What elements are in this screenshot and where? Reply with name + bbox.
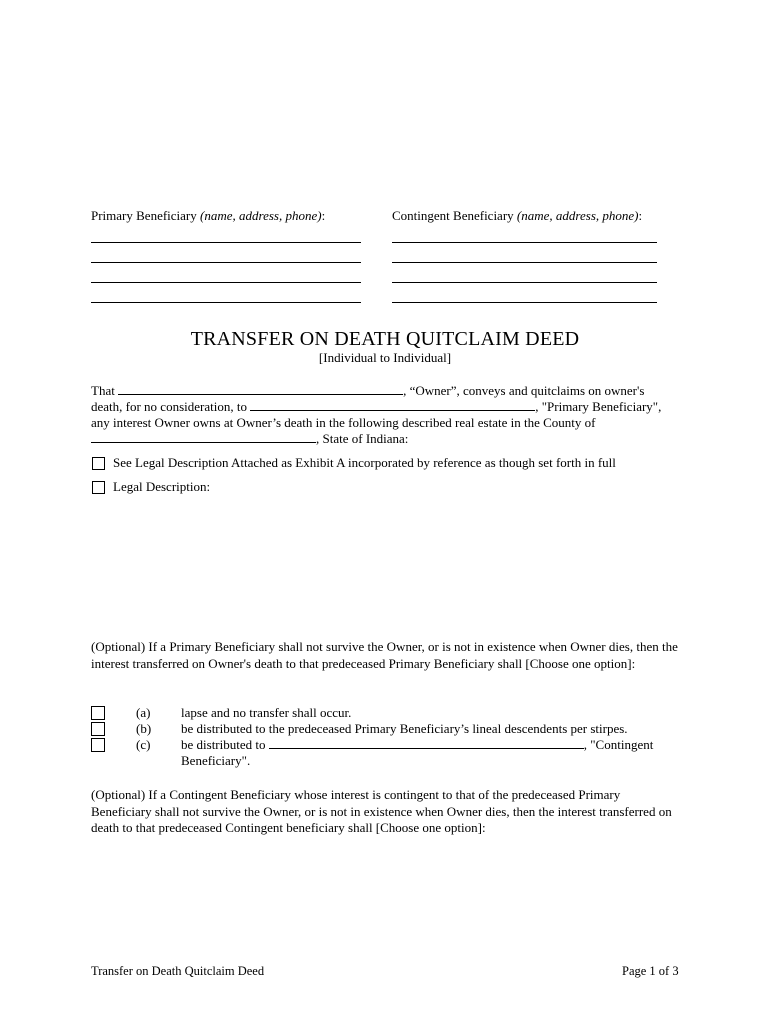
grant-primary-beneficiary: , "Primary Beneficiary", (535, 399, 662, 414)
contingent-beneficiary-line-3[interactable] (392, 282, 657, 283)
contingent-beneficiary-line-1[interactable] (392, 242, 657, 243)
grant-line-1 (91, 383, 644, 399)
contingent-beneficiary-text: Contingent Beneficiary (392, 208, 517, 223)
county-blank[interactable] (91, 431, 316, 443)
footer-title: Transfer on Death Quitclaim Deed (91, 964, 265, 978)
option-c-text-b: , "Contingent (583, 737, 654, 752)
document-title-wrap (0, 328, 770, 350)
option-b-text: be distributed to the predeceased Primary Beneficiary’s lineal descendents per stirpes. (181, 721, 628, 736)
primary-beneficiary-blank[interactable] (250, 399, 535, 411)
grant-state: , State of Indiana: (316, 431, 409, 446)
footer-page-number: Page 1 of 3 (622, 964, 679, 978)
grant-that: That (91, 383, 119, 398)
contingent-optional-text: (Optional) If a Contingent Beneficiary whose interest is contingent to that of the predeceased Primary Beneficiary shall not survive the Owner, or is not in existence when Owner dies, then the interest transferred on death to that predeceased Contingent beneficiary shall [Choose one option]: (91, 787, 672, 835)
document-title: TRANSFER ON DEATH QUITCLAIM DEED (190, 328, 580, 350)
option-a-checkbox[interactable] (91, 706, 105, 720)
grant-line-4 (91, 431, 408, 447)
exhibit-a-label: See Legal Description Attached as Exhibit A incorporated by reference as though set forth in full (113, 455, 616, 470)
primary-beneficiary-label (91, 208, 325, 224)
contingent-beneficiary-label (392, 208, 642, 224)
option-b-letter: (b) (136, 721, 152, 736)
grant-line-3: any interest Owner owns at Owner’s death in the following described real estate in the County of (91, 415, 596, 430)
option-a-letter: (a) (136, 705, 151, 720)
primary-beneficiary-line-4[interactable] (91, 302, 361, 303)
primary-optional-paragraph (91, 639, 681, 672)
option-a-text: lapse and no transfer shall occur. (181, 705, 352, 720)
option-c-line-1 (181, 737, 653, 753)
primary-beneficiary-line-1[interactable] (91, 242, 361, 243)
option-b-checkbox[interactable] (91, 722, 105, 736)
exhibit-a-checkbox[interactable] (92, 457, 105, 470)
option-c-text-a: be distributed to (181, 737, 269, 752)
legal-description-checkbox[interactable] (92, 481, 105, 494)
primary-beneficiary-colon: : (321, 208, 326, 223)
option-c-letter: (c) (136, 737, 151, 752)
primary-beneficiary-line-2[interactable] (91, 262, 361, 263)
primary-optional-text: (Optional) If a Primary Beneficiary shall not survive the Owner, or is not in existence when Owner dies, then the interest transferred on Owner's death to that predeceased Primary Beneficiary shall [Choose one option]: (91, 639, 678, 671)
primary-beneficiary-hint: (name, address, phone) (200, 208, 322, 223)
option-c-line-2: Beneficiary". (181, 753, 251, 768)
contingent-optional-paragraph (91, 787, 681, 837)
primary-beneficiary-text: Primary Beneficiary (91, 208, 201, 223)
contingent-beneficiary-hint: (name, address, phone) (516, 208, 639, 223)
contingent-beneficiary-blank[interactable] (269, 737, 584, 749)
contingent-beneficiary-line-4[interactable] (392, 302, 657, 303)
option-c-checkbox[interactable] (91, 738, 105, 752)
primary-beneficiary-line-3[interactable] (91, 282, 361, 283)
grant-death-to: death, for no consideration, to (91, 399, 251, 414)
contingent-beneficiary-colon: : (638, 208, 643, 223)
legal-description-label: Legal Description: (113, 479, 211, 494)
owner-name-blank[interactable] (118, 383, 403, 395)
document-subtitle: [Individual to Individual] (318, 350, 452, 365)
grant-line-2 (91, 399, 661, 415)
grant-owner-conveys: , “Owner”, conveys and quitclaims on owner's (403, 383, 645, 398)
contingent-beneficiary-line-2[interactable] (392, 262, 657, 263)
